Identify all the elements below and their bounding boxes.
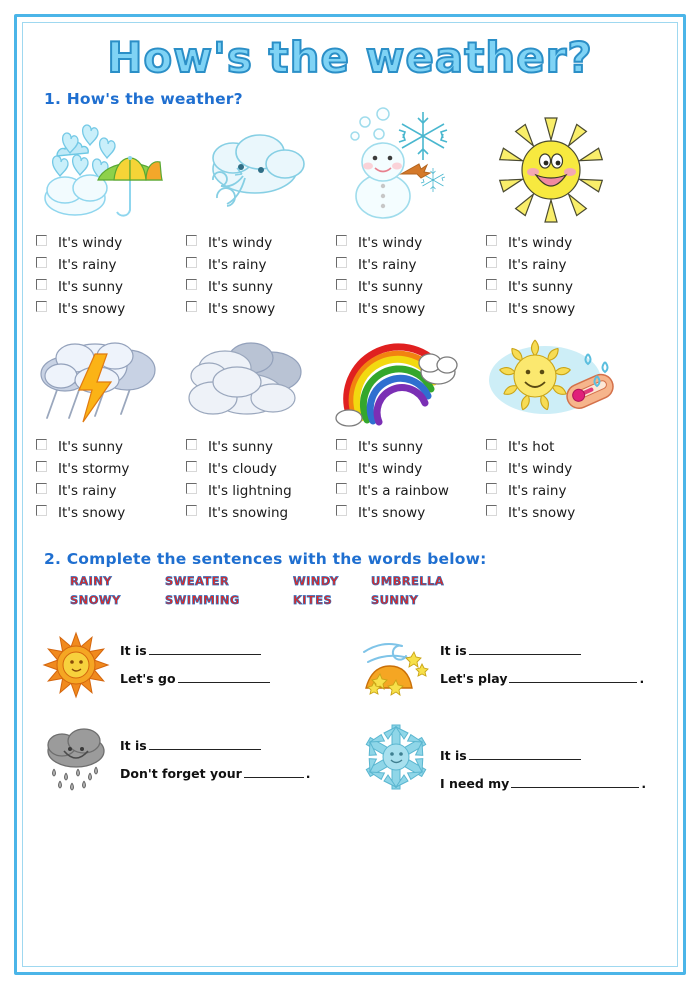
checkbox[interactable] (336, 461, 347, 472)
rainy-cloud-with-umbrella-icon (30, 114, 180, 226)
section-1-number: 1. (44, 90, 62, 109)
option-label: It's snowy (508, 301, 576, 318)
weather-item-8-options (486, 436, 630, 524)
sentence-block-2 (350, 629, 670, 724)
option-label: It's rainy (208, 257, 267, 274)
section-1-title: How's the weather? (66, 90, 243, 109)
checkbox-row[interactable] (186, 458, 330, 480)
sentence-block-1 (30, 629, 350, 724)
answer-blank[interactable] (509, 671, 637, 683)
checkbox[interactable] (186, 257, 197, 268)
word-bank-item: WINDY (293, 574, 339, 589)
answer-blank[interactable] (469, 748, 581, 760)
checkbox-row[interactable] (486, 232, 630, 254)
option-label: It's snowy (58, 301, 126, 318)
checkbox-row[interactable] (186, 276, 330, 298)
sentence-suffix: . (639, 670, 645, 686)
sentence-line (440, 643, 644, 658)
weather-item-6 (180, 334, 330, 524)
weather-item-4 (480, 114, 630, 320)
checkbox-row[interactable] (336, 480, 480, 502)
checkbox[interactable] (36, 235, 47, 246)
option-label: It's sunny (208, 279, 274, 296)
checkbox[interactable] (186, 483, 197, 494)
sentence-prefix: I need my (440, 775, 510, 791)
page-title: How's the weather? (107, 33, 593, 82)
word-bank-item: SWIMMING (165, 593, 240, 608)
checkbox-row[interactable] (486, 298, 630, 320)
checkbox[interactable] (486, 483, 497, 494)
sentence-block-3-lines (120, 724, 311, 793)
weather-row-2 (30, 334, 670, 524)
checkbox-row[interactable] (486, 276, 630, 298)
spiky-sun-face-icon (36, 629, 120, 701)
checkbox[interactable] (36, 279, 47, 290)
checkbox[interactable] (486, 505, 497, 516)
checkbox[interactable] (336, 483, 347, 494)
checkbox[interactable] (336, 505, 347, 516)
checkbox[interactable] (336, 235, 347, 246)
sentence-suffix: . (305, 765, 311, 781)
section-2-number: 2. (44, 550, 62, 569)
option-label: It's rainy (58, 483, 117, 500)
checkbox[interactable] (486, 257, 497, 268)
word-bank-item: SUNNY (371, 593, 419, 608)
checkbox-row[interactable] (36, 436, 180, 458)
sentence-exercises (30, 629, 670, 819)
option-label: It's sunny (358, 279, 424, 296)
option-label: It's rainy (58, 257, 117, 274)
word-bank-row (70, 593, 670, 607)
option-label: It's windy (508, 461, 573, 478)
checkbox-row[interactable] (186, 298, 330, 320)
snowman-with-snowflakes-icon (330, 114, 480, 226)
word-bank-item: UMBRELLA (371, 574, 445, 589)
checkbox[interactable] (336, 301, 347, 312)
word-bank-item: RAINY (70, 574, 112, 589)
sentence-line (440, 671, 644, 686)
checkbox-row[interactable] (36, 480, 180, 502)
windy-leaves-stars-icon (356, 629, 440, 701)
answer-blank[interactable] (469, 643, 581, 655)
answer-blank[interactable] (244, 766, 304, 778)
checkbox-row[interactable] (336, 254, 480, 276)
weather-item-5 (30, 334, 180, 524)
checkbox[interactable] (36, 483, 47, 494)
sentence-line (120, 738, 311, 753)
option-label: It's stormy (58, 461, 130, 478)
option-label: It's sunny (58, 279, 124, 296)
checkbox[interactable] (36, 301, 47, 312)
checkbox[interactable] (186, 439, 197, 450)
weather-item-7-options (336, 436, 480, 524)
rainbow-icon (330, 334, 480, 430)
answer-blank[interactable] (149, 643, 261, 655)
checkbox[interactable] (36, 439, 47, 450)
checkbox[interactable] (336, 279, 347, 290)
checkbox-row[interactable] (486, 254, 630, 276)
checkbox-row[interactable] (36, 502, 180, 524)
checkbox-row[interactable] (486, 480, 630, 502)
sentence-prefix: Don't forget your (120, 765, 242, 781)
weather-item-3-options (336, 232, 480, 320)
weather-item-6-options (186, 436, 330, 524)
sentence-line (120, 671, 272, 686)
option-label: It's sunny (358, 439, 424, 456)
checkbox-row[interactable] (36, 298, 180, 320)
snowflake-face-icon (356, 724, 440, 796)
checkbox-row[interactable] (36, 276, 180, 298)
sentence-block-4-lines (440, 724, 646, 803)
option-label: It's hot (508, 439, 555, 456)
sentence-suffix: . (641, 775, 647, 791)
checkbox-row[interactable] (186, 232, 330, 254)
sentence-line (440, 748, 646, 763)
word-bank (70, 574, 670, 607)
weather-item-7 (330, 334, 480, 524)
option-label: It's snowing (208, 505, 289, 522)
checkbox-row[interactable] (36, 232, 180, 254)
checkbox-row[interactable] (486, 436, 630, 458)
answer-blank[interactable] (149, 738, 261, 750)
option-label: It's rainy (508, 483, 567, 500)
windy-cloud-face-icon (180, 114, 330, 226)
sentence-line (120, 643, 272, 658)
answer-blank[interactable] (178, 671, 270, 683)
option-label: It's windy (208, 235, 273, 252)
checkbox-row[interactable] (486, 502, 630, 524)
checkbox-row[interactable] (186, 254, 330, 276)
checkbox[interactable] (36, 461, 47, 472)
checkbox[interactable] (36, 505, 47, 516)
checkbox-row[interactable] (36, 458, 180, 480)
answer-blank[interactable] (511, 776, 639, 788)
checkbox-row[interactable] (336, 232, 480, 254)
option-label: It's cloudy (208, 461, 277, 478)
option-label: It's sunny (508, 279, 574, 296)
checkbox[interactable] (186, 461, 197, 472)
word-bank-row (70, 574, 670, 588)
weather-item-1-options (36, 232, 180, 320)
section-2-title: Complete the sentences with the words below: (66, 550, 487, 569)
weather-item-8 (480, 334, 630, 524)
word-bank-item: SWEATER (165, 574, 230, 589)
option-label: It's windy (358, 235, 423, 252)
checkbox[interactable] (486, 279, 497, 290)
checkbox[interactable] (336, 257, 347, 268)
checkbox-row[interactable] (336, 458, 480, 480)
checkbox[interactable] (36, 257, 47, 268)
sentence-block-4 (350, 724, 670, 819)
checkbox-row[interactable] (486, 458, 630, 480)
option-label: It's windy (508, 235, 573, 252)
sentence-line (440, 776, 646, 791)
option-label: It's rainy (358, 257, 417, 274)
option-label: It's snowy (508, 505, 576, 522)
checkbox[interactable] (336, 439, 347, 450)
checkbox-row[interactable] (186, 502, 330, 524)
weather-item-4-options (486, 232, 630, 320)
sentence-line (120, 766, 311, 781)
weather-item-5-options (36, 436, 180, 524)
weather-row-1 (30, 114, 670, 320)
checkbox[interactable] (186, 279, 197, 290)
section-2-heading (44, 550, 670, 568)
sentence-block-3 (30, 724, 350, 819)
option-label: It's sunny (58, 439, 124, 456)
option-label: It's snowy (208, 301, 276, 318)
worksheet-content (30, 26, 670, 963)
weather-item-3 (330, 114, 480, 320)
checkbox[interactable] (486, 301, 497, 312)
sentence-prefix: Let's go (120, 670, 176, 686)
option-label: It's lightning (208, 483, 292, 500)
option-label: It's snowy (58, 505, 126, 522)
checkbox[interactable] (186, 505, 197, 516)
storm-cloud-lightning-icon (30, 334, 180, 430)
option-label: It's windy (358, 461, 423, 478)
checkbox-row[interactable] (186, 436, 330, 458)
sentence-prefix: It is (120, 738, 147, 754)
option-label: It's rainy (508, 257, 567, 274)
checkbox[interactable] (486, 439, 497, 450)
checkbox[interactable] (186, 235, 197, 246)
option-label: It's sunny (208, 439, 274, 456)
checkbox-row[interactable] (336, 436, 480, 458)
weather-item-1 (30, 114, 180, 320)
sun-with-thermometer-icon (480, 334, 630, 430)
sentence-block-1-lines (120, 629, 272, 698)
checkbox-row[interactable] (186, 480, 330, 502)
sentence-prefix: It is (440, 748, 467, 764)
sentence-prefix: It is (440, 643, 467, 659)
weather-item-2-options (186, 232, 330, 320)
option-label: It's a rainbow (358, 483, 449, 500)
grey-clouds-icon (180, 334, 330, 430)
checkbox-row[interactable] (336, 502, 480, 524)
smiling-sun-icon (480, 114, 630, 226)
option-label: It's windy (58, 235, 123, 252)
option-label: It's snowy (358, 505, 426, 522)
checkbox[interactable] (186, 301, 197, 312)
checkbox-row[interactable] (36, 254, 180, 276)
rain-cloud-face-icon (36, 724, 120, 796)
checkbox[interactable] (486, 461, 497, 472)
word-bank-item: SNOWY (70, 593, 121, 608)
weather-item-2 (180, 114, 330, 320)
word-bank-item: KITES (293, 593, 333, 608)
sentence-prefix: It is (120, 643, 147, 659)
sentence-block-2-lines (440, 629, 644, 698)
sentence-prefix: Let's play (440, 670, 508, 686)
checkbox-row[interactable] (336, 298, 480, 320)
checkbox-row[interactable] (336, 276, 480, 298)
checkbox[interactable] (486, 235, 497, 246)
option-label: It's snowy (358, 301, 426, 318)
